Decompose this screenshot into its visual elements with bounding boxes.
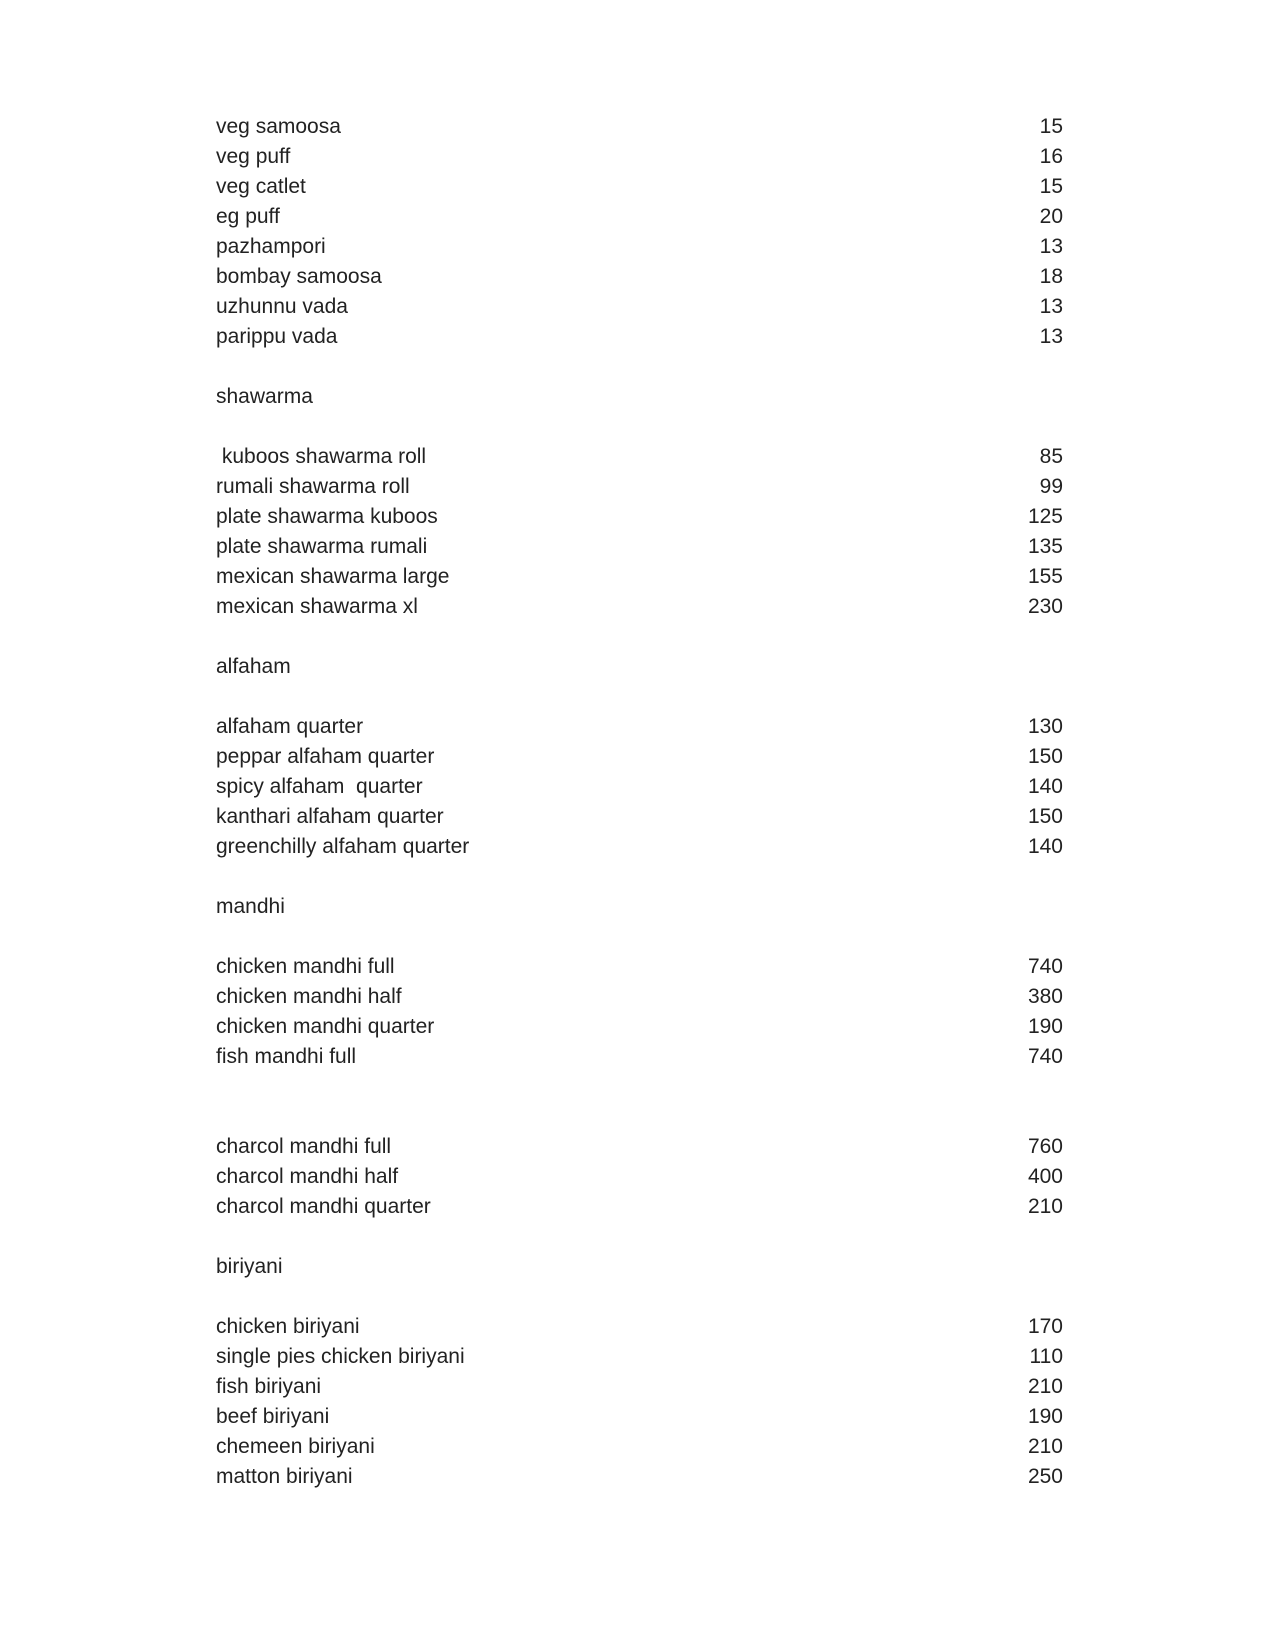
item-name: veg catlet: [216, 175, 306, 198]
item-price: 400: [1027, 1165, 1063, 1188]
item-price: 150: [1027, 805, 1063, 828]
item-price: 13: [1039, 295, 1063, 318]
item-price: 190: [1027, 1015, 1063, 1038]
item-price: 99: [1039, 475, 1063, 498]
menu-item: [216, 1192, 1063, 1222]
menu-item: [216, 292, 1063, 322]
item-name: chicken mandhi half: [216, 985, 402, 1008]
item-price: 760: [1027, 1135, 1063, 1158]
spacer: [216, 1222, 1063, 1252]
item-price: 740: [1027, 955, 1063, 978]
menu-item: [216, 202, 1063, 232]
item-price: 16: [1039, 145, 1063, 168]
spacer: [216, 922, 1063, 952]
item-price: 13: [1039, 235, 1063, 258]
spacer: [216, 1072, 1063, 1132]
menu-item: [216, 502, 1063, 532]
menu-item: [216, 532, 1063, 562]
item-name: beef biriyani: [216, 1405, 330, 1428]
item-name: fish mandhi full: [216, 1045, 357, 1068]
item-price: 155: [1027, 565, 1063, 588]
item-name: chicken mandhi full: [216, 955, 395, 978]
menu-item: [216, 472, 1063, 502]
item-name: uzhunnu vada: [216, 295, 348, 318]
item-name: bombay samoosa: [216, 265, 382, 288]
item-name: kuboos shawarma roll: [216, 445, 427, 468]
spacer: [216, 1282, 1063, 1312]
item-name: veg samoosa: [216, 115, 341, 138]
menu-item: [216, 172, 1063, 202]
menu-item: [216, 232, 1063, 262]
menu-item: [216, 322, 1063, 352]
menu-item: [216, 712, 1063, 742]
item-name: alfaham quarter: [216, 715, 364, 738]
item-name: rumali shawarma roll: [216, 475, 410, 498]
item-name: single pies chicken biriyani: [216, 1345, 465, 1368]
item-name: mexican shawarma xl: [216, 595, 418, 618]
item-price: 190: [1027, 1405, 1063, 1428]
item-name: chicken biriyani: [216, 1315, 360, 1338]
shawarma-section: [216, 382, 1063, 622]
item-name: matton biriyani: [216, 1465, 353, 1488]
item-name: chicken mandhi quarter: [216, 1015, 435, 1038]
item-price: 13: [1039, 325, 1063, 348]
item-name: charcol mandhi half: [216, 1165, 399, 1188]
item-price: 110: [1029, 1345, 1063, 1368]
item-name: pazhampori: [216, 235, 326, 258]
item-price: 130: [1027, 715, 1063, 738]
item-price: 210: [1027, 1435, 1063, 1458]
item-price: 250: [1027, 1465, 1063, 1488]
item-price: 230: [1027, 595, 1063, 618]
menu-item: [216, 442, 1063, 472]
menu-item: [216, 592, 1063, 622]
menu-item: [216, 142, 1063, 172]
item-price: 20: [1039, 205, 1063, 228]
item-price: 170: [1027, 1315, 1063, 1338]
menu-item: [216, 1372, 1063, 1402]
menu-item: [216, 802, 1063, 832]
item-price: 125: [1027, 505, 1063, 528]
menu-item: [216, 1162, 1063, 1192]
biriyani-section: [216, 1252, 1063, 1492]
section-heading: mandhi: [216, 895, 285, 918]
menu-page: [216, 112, 1063, 1492]
item-name: charcol mandhi full: [216, 1135, 392, 1158]
item-name: veg puff: [216, 145, 291, 168]
item-name: plate shawarma rumali: [216, 535, 428, 558]
item-price: 740: [1027, 1045, 1063, 1068]
menu-item: [216, 562, 1063, 592]
menu-item: [216, 1312, 1063, 1342]
item-price: 135: [1027, 535, 1063, 558]
menu-item: [216, 832, 1063, 862]
item-name: chemeen biriyani: [216, 1435, 375, 1458]
item-name: eg puff: [216, 205, 280, 228]
item-name: parippu vada: [216, 325, 338, 348]
menu-item: [216, 1402, 1063, 1432]
menu-item: [216, 1342, 1063, 1372]
item-name: mexican shawarma large: [216, 565, 450, 588]
spacer: [216, 352, 1063, 382]
item-name: greenchilly alfaham quarter: [216, 835, 470, 858]
item-name: fish biriyani: [216, 1375, 322, 1398]
item-name: peppar alfaham quarter: [216, 745, 435, 768]
item-name: kanthari alfaham quarter: [216, 805, 444, 828]
item-price: 380: [1027, 985, 1063, 1008]
section-heading: shawarma: [216, 385, 313, 408]
menu-item: [216, 1012, 1063, 1042]
menu-item: [216, 742, 1063, 772]
menu-item: [216, 1042, 1063, 1072]
spacer: [216, 622, 1063, 652]
item-price: 15: [1039, 115, 1063, 138]
menu-item: [216, 772, 1063, 802]
section-heading: alfaham: [216, 655, 291, 678]
item-name: plate shawarma kuboos: [216, 505, 438, 528]
item-price: 210: [1027, 1195, 1063, 1218]
snacks-section: [216, 112, 1063, 352]
alfaham-section: [216, 652, 1063, 862]
item-name: spicy alfaham quarter: [216, 775, 423, 798]
spacer: [216, 682, 1063, 712]
menu-item: [216, 1432, 1063, 1462]
menu-item: [216, 112, 1063, 142]
item-price: 85: [1039, 445, 1063, 468]
menu-item: [216, 1462, 1063, 1492]
section-heading: biriyani: [216, 1255, 283, 1278]
item-price: 140: [1027, 775, 1063, 798]
spacer: [216, 862, 1063, 892]
item-price: 15: [1039, 175, 1063, 198]
menu-item: [216, 1132, 1063, 1162]
item-price: 210: [1027, 1375, 1063, 1398]
menu-item: [216, 262, 1063, 292]
menu-item: [216, 952, 1063, 982]
mandhi-section: [216, 892, 1063, 1222]
spacer: [216, 412, 1063, 442]
item-price: 140: [1027, 835, 1063, 858]
item-name: charcol mandhi quarter: [216, 1195, 431, 1218]
menu-item: [216, 982, 1063, 1012]
item-price: 150: [1027, 745, 1063, 768]
item-price: 18: [1039, 265, 1063, 288]
